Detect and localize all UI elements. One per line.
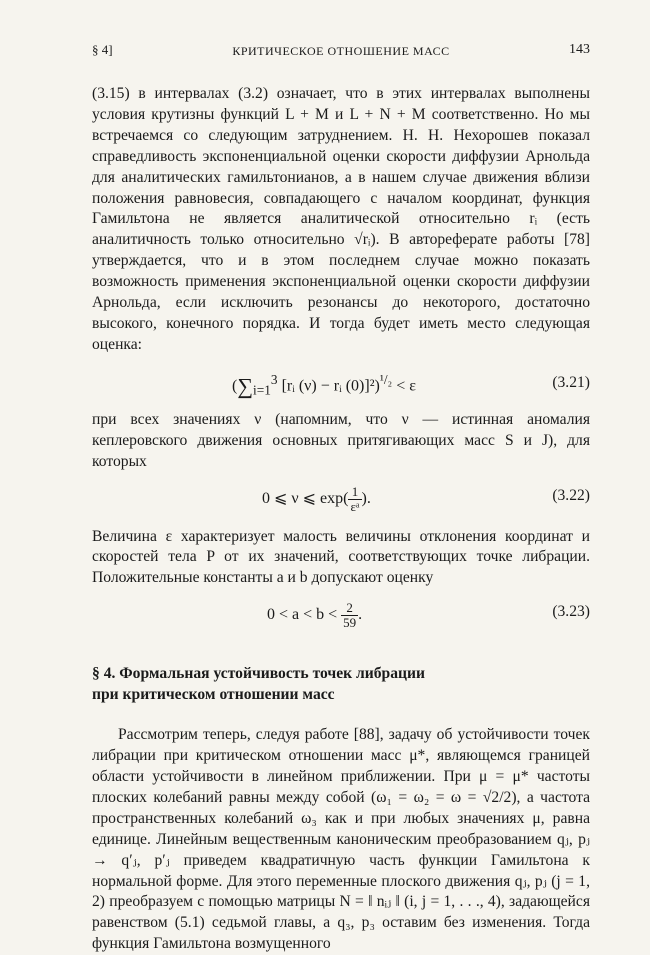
page-header <box>92 42 590 62</box>
equation-3-22: 0 ⩽ ν ⩽ exp( $\frac{1}{\text{εᵃ}}$ ). (3.22) <box>262 483 590 514</box>
sum-upper: 3 <box>270 371 278 387</box>
fraction-denominator: εᵃ <box>350 498 360 514</box>
eq-3-21-body: [rᵢ (ν) − rᵢ (0)]²) <box>281 377 380 395</box>
paragraph-2: при всех значениях ν (напомним, что ν — истинная аномалия кеплеровского движения основных притягивающих масс S и J), для которых <box>92 410 590 470</box>
eq-3-21-exponent: ¹/₂ <box>379 371 393 387</box>
section-heading <box>92 663 590 705</box>
section-heading-line-1: § 4. Формальная устойчивость точек либрации <box>92 665 425 683</box>
fraction-numerator: 2 <box>341 601 358 616</box>
paragraph-3: Величина ε характеризует малость величины отклонения координат и скоростей тела P от их значений, соответствующих точке либрации. Положительные константы a и b допускают оценку <box>92 527 590 587</box>
fraction-denominator: 59 <box>343 615 357 631</box>
eq-3-22-left: 0 ⩽ ν ⩽ exp <box>262 489 344 507</box>
paragraph-4: Рассмотрим теперь, следуя работе [88], задачу об устойчивости точек либрации при критическом отношении масс μ*, являющемся границей области устойчивости в линейном приближении. При μ = μ* частоты плоских колебаний равны между собой (ω₁ = ω₂ = ω = √2/2), а частота пространственных колебаний ω₃ как и при любых значениях μ, равна единице. Линейным вещественным каноническим преобразованием qⱼ, pⱼ → q′ⱼ, p′ⱼ приведем квадратичную часть функции Гамильтона к нормальной форме. Для этого переменные плоского движения qⱼ, pⱼ (j = 1, 2) преобразуем с помощью матрицы N = ‖ nᵢⱼ ‖ (i, j = 1, . . ., 4), задающейся равенством (5.1) седьмой главы, а q₃, p₃ оставим без изменения. Тогда функция Гамильтона возмущенного <box>92 726 590 953</box>
equation-tag-3-22: (3.22) <box>552 486 590 504</box>
fraction-numerator: 1 <box>348 485 361 500</box>
page-number: 143 <box>569 42 590 57</box>
section-heading-line-2: при критическом отношении масс <box>92 686 335 704</box>
equation-tag-3-23: (3.23) <box>552 603 590 621</box>
equation-3-23: 0 < a < b < $\frac{2}{59}$ . (3.23) <box>267 600 590 631</box>
equation-tag-3-21: (3.21) <box>552 373 590 391</box>
header-title: КРИТИЧЕСКОЕ ОТНОШЕНИЕ МАСС <box>232 44 450 58</box>
header-section: § 4] <box>92 42 113 57</box>
eq-3-21-rest: < ε <box>392 377 416 395</box>
sum-lower: i=1 <box>253 382 271 398</box>
page-body <box>92 84 590 955</box>
fraction <box>348 485 361 514</box>
equation-3-21: ($\sum_{i=1}^3$ [rᵢ (ν) − rᵢ (0)]²)$^{^1/_2}$ < ε (3.21) <box>232 371 590 399</box>
fraction <box>341 601 358 630</box>
paragraph-1: (3.15) в интервалах (3.2) означает, что в этих интервалах выполнены условия крутизны функций L + M и L + N + M соответственно. Но мы встречаемся со следующим затруднением. Н. Н. Нехорошев показал справедливость экспоненциальной оценки скорости диффузии Арнольда для аналитических гамильтонианов, а в нашем случае движения вблизи положения равновесия, совпадающего с началом координат, функция Гамильтона не является аналитической относительно rᵢ (есть аналитичность только относительно √rᵢ). В автореферате работы [78] утверждается, что и в этом последнем случае можно показать возможность применения экспоненциальной оценки скорости диффузии Арнольда, если исключить резонансы до некоторого, достаточно высокого, конечного порядка. И тогда будет иметь место следующая оценка: <box>92 85 590 353</box>
sum-symbol: ∑ <box>237 373 254 399</box>
eq-3-23-left: 0 < a < b < <box>267 606 338 624</box>
